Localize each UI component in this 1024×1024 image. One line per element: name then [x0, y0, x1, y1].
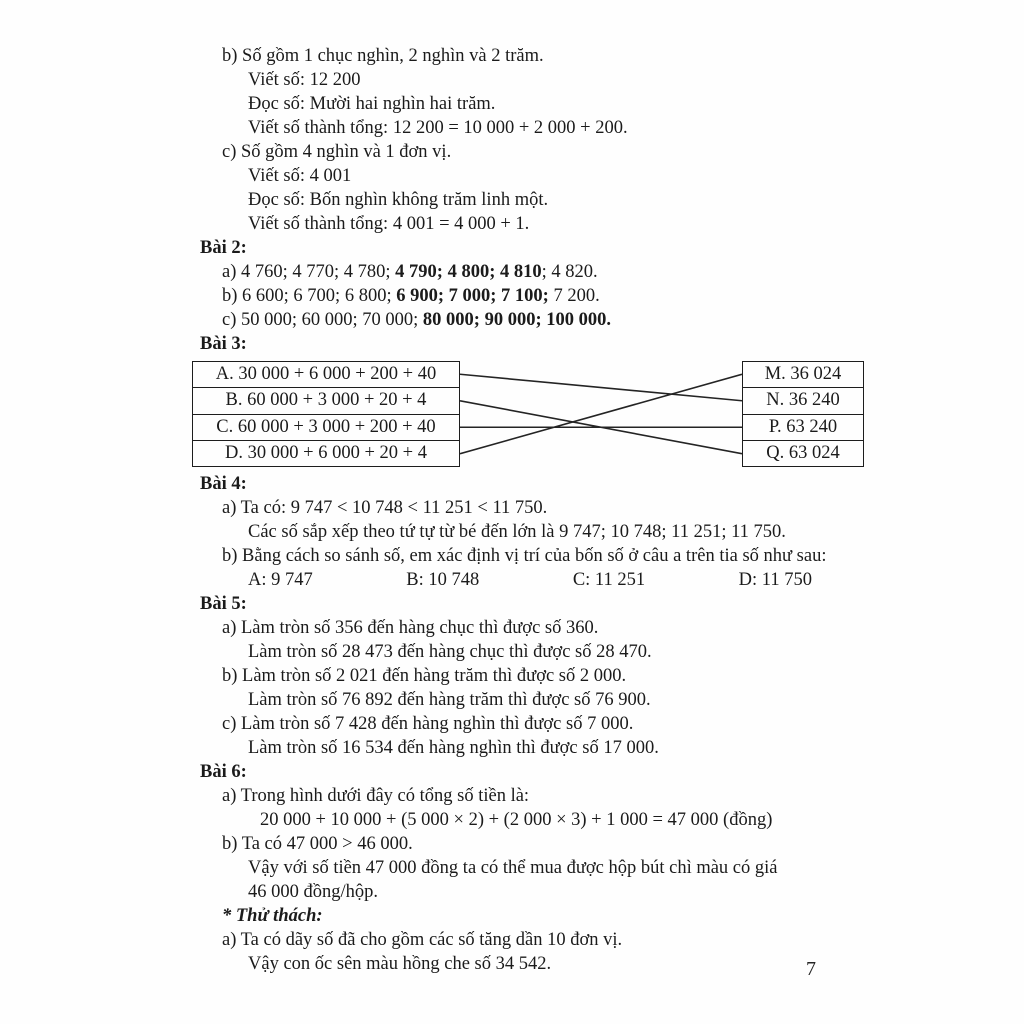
- text-segment: c) 50 000; 60 000; 70 000;: [222, 310, 423, 330]
- text-line: [200, 140, 864, 164]
- text-line: [200, 640, 864, 664]
- position-label: C: 11 251: [572, 570, 646, 590]
- text-segment: Viết số thành tổng: 12 200 = 10 000 + 2 000 + 200.: [248, 118, 628, 138]
- text-segment: Vậy với số tiền 47 000 đồng ta có thể mua được hộp bút chì màu có giá: [248, 858, 778, 878]
- match-left-row: C. 60 000 + 3 000 + 200 + 40: [193, 414, 459, 440]
- match-right-row: P. 63 240: [743, 414, 863, 440]
- match-diagram: [192, 361, 864, 467]
- text-segment: b) Ta có 47 000 > 46 000.: [222, 834, 413, 854]
- text-segment: Vậy con ốc sên màu hồng che số 34 542.: [248, 954, 552, 974]
- text-segment: 80 000; 90 000; 100 000.: [422, 310, 611, 330]
- text-line: [200, 260, 864, 284]
- text-line: [200, 308, 864, 332]
- text-segment: 6 900; 7 000; 7 100;: [396, 286, 549, 306]
- text-line: [200, 616, 864, 640]
- position-label: A: 9 747: [248, 570, 313, 590]
- position-label: B: 10 748: [406, 570, 480, 590]
- text-segment: a) Trong hình dưới đây có tổng số tiền là:: [222, 786, 530, 806]
- page-number: 7: [806, 958, 816, 980]
- text-line: [200, 544, 864, 568]
- page-content: [200, 44, 864, 976]
- text-line: [200, 784, 864, 808]
- exercise-heading: Bài 6:: [200, 762, 247, 782]
- text-segment: ; 4 820.: [541, 262, 598, 282]
- number-positions-row: [200, 568, 864, 592]
- text-segment: b) 6 600; 6 700; 6 800;: [222, 286, 397, 306]
- text-segment: 20 000 + 10 000 + (5 000 × 2) + (2 000 × 3) + 1 000 = 47 000 (đồng): [260, 810, 773, 830]
- match-left-row: D. 30 000 + 6 000 + 20 + 4: [193, 440, 459, 466]
- text-segment: Đọc số: Bốn nghìn không trăm linh một.: [248, 190, 549, 210]
- text-segment: Viết số thành tổng: 4 001 = 4 000 + 1.: [248, 214, 530, 234]
- text-segment: Viết số: 12 200: [248, 70, 361, 90]
- text-line: [200, 68, 864, 92]
- match-right-row: M. 36 024: [764, 364, 842, 385]
- text-segment: Làm tròn số 28 473 đến hàng chục thì được số 28 470.: [248, 642, 652, 662]
- text-segment: Các số sắp xếp theo tứ tự từ bé đến lớn là 9 747; 10 748; 11 251; 11 750.: [248, 522, 786, 542]
- exercise-heading: Bài 4:: [200, 474, 247, 494]
- text-segment: c) Số gồm 4 nghìn và 1 đơn vị.: [222, 142, 452, 162]
- text-line: [200, 520, 864, 544]
- text-line: [200, 164, 864, 188]
- text-line: [200, 808, 864, 832]
- text-segment: Viết số: 4 001: [248, 166, 352, 186]
- text-segment: 46 000 đồng/hộp.: [248, 882, 379, 902]
- text-segment: * Thử thách:: [222, 906, 323, 926]
- exercise-heading: Bài 5:: [200, 594, 247, 614]
- match-right-table: [742, 361, 864, 467]
- text-line: [200, 928, 864, 952]
- exercise-heading: Bài 2:: [200, 238, 247, 258]
- match-connector: [460, 361, 742, 467]
- position-label: D: 11 750: [738, 570, 812, 590]
- text-line: [200, 856, 864, 880]
- text-line: [200, 664, 864, 688]
- match-left-row: A. 30 000 + 6 000 + 200 + 40: [215, 364, 437, 385]
- text-line: [200, 212, 864, 236]
- text-line: [200, 116, 864, 140]
- text-segment: a) Làm tròn số 356 đến hàng chục thì được số 360.: [222, 618, 599, 638]
- text-line: [200, 92, 864, 116]
- text-line: [200, 880, 864, 904]
- text-segment: b) Bằng cách so sánh số, em xác định vị trí của bốn số ở câu a trên tia số như sau:: [222, 546, 827, 566]
- text-line: [200, 832, 864, 856]
- text-line: [200, 952, 864, 976]
- text-segment: Làm tròn số 76 892 đến hàng trăm thì được số 76 900.: [248, 690, 651, 710]
- match-left-row: B. 60 000 + 3 000 + 20 + 4: [193, 387, 459, 413]
- text-line: [200, 688, 864, 712]
- text-line: [200, 284, 864, 308]
- match-right-row: N. 36 240: [743, 387, 863, 413]
- text-line: [200, 736, 864, 760]
- text-line: [200, 712, 864, 736]
- text-line: [200, 188, 864, 212]
- text-segment: 4 790; 4 800; 4 810: [395, 262, 542, 282]
- match-left-table: [192, 361, 460, 467]
- text-segment: c) Làm tròn số 7 428 đến hàng nghìn thì được số 7 000.: [222, 714, 634, 734]
- match-right-row: Q. 63 024: [743, 440, 863, 466]
- text-segment: a) Ta có: 9 747 < 10 748 < 11 251 < 11 750.: [222, 498, 548, 518]
- text-segment: a) 4 760; 4 770; 4 780;: [222, 262, 396, 282]
- text-segment: b) Số gồm 1 chục nghìn, 2 nghìn và 2 trăm.: [222, 46, 544, 66]
- match-connector-lines: [460, 361, 742, 467]
- text-segment: a) Ta có dãy số đã cho gồm các số tăng dần 10 đơn vị.: [222, 930, 623, 950]
- text-segment: b) Làm tròn số 2 021 đến hàng trăm thì được số 2 000.: [222, 666, 627, 686]
- text-line: [200, 904, 864, 928]
- text-segment: Làm tròn số 16 534 đến hàng nghìn thì được số 17 000.: [248, 738, 659, 758]
- text-segment: Đọc số: Mười hai nghìn hai trăm.: [248, 94, 496, 114]
- text-segment: 7 200.: [548, 286, 600, 306]
- text-line: [200, 44, 864, 68]
- text-line: [200, 496, 864, 520]
- exercise-heading: Bài 3:: [200, 334, 247, 354]
